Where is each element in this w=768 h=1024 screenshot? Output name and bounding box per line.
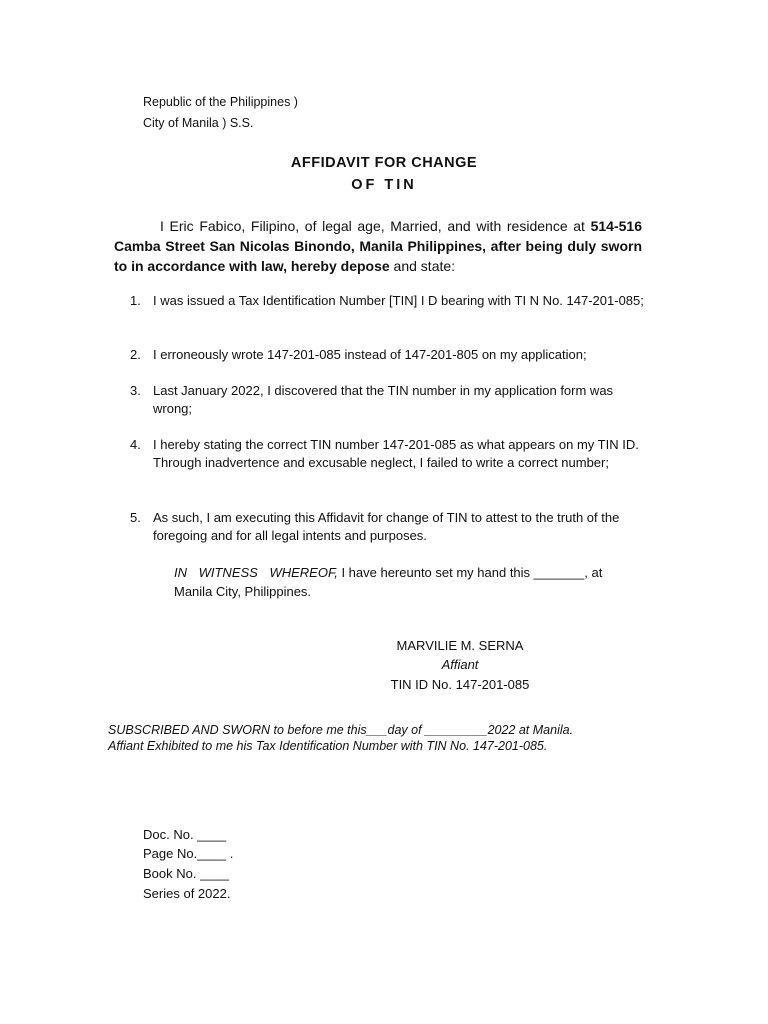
notary-page-no: Page No.____ . [143, 846, 234, 861]
affiant-role: Affiant [441, 657, 479, 672]
list-item-number: 1. [130, 293, 141, 308]
notary-book-no: Book No. ____ [143, 866, 230, 881]
jurat-line2: Affiant Exhibited to me his Tax Identification Number with TIN No. 147-201-085. [108, 739, 548, 753]
list-item-number: 2. [130, 347, 141, 362]
list-item [130, 436, 650, 472]
intro-residence: 514-516 Camba Street San Nicolas Binondo, Manila Philippines, after being duly sworn to in accordance with law, hereby depose [114, 218, 642, 274]
list-item-number: 5. [130, 510, 141, 525]
intro-text-end: and state: [389, 258, 456, 274]
list-item-text: I hereby stating the correct TIN number 147-201-085 as what appears on my TIN ID. Through inadvertence and excusable neglect, I failed to write a correct number; [153, 437, 639, 470]
affiant-tin: TIN ID No. 147-201-085 [390, 677, 530, 692]
list-item [130, 509, 650, 545]
witness-text: I have hereunto set my hand this _______, at Manila City, Philippines. [174, 565, 603, 599]
list-item-text: I was issued a Tax Identification Number [TIN] I D bearing with TI N No. 147-201-085; [153, 293, 644, 308]
intro-text-start: I Eric Fabico, Filipino, of legal age, Married, and with residence at [160, 218, 591, 234]
document-title-line2: OF TIN [351, 177, 417, 193]
affiant-name: MARVILIE M. SERNA [396, 638, 524, 653]
venue-republic: Republic of the Philippines ) [143, 95, 298, 109]
jurat-line1: SUBSCRIBED AND SWORN to before me this___day of _________2022 at Manila. [108, 723, 574, 737]
list-item [130, 346, 650, 364]
intro-paragraph [114, 216, 642, 276]
list-item-number: 3. [130, 383, 141, 398]
notary-doc-no: Doc. No. ____ [143, 827, 227, 842]
list-item-text: I erroneously wrote 147-201-085 instead of 147-201-805 on my application; [153, 347, 587, 362]
list-item [130, 382, 650, 418]
witness-heading: IN WITNESS WHEREOF, [174, 565, 338, 580]
list-item-number: 4. [130, 437, 141, 452]
list-item [130, 292, 650, 310]
list-item-text: Last January 2022, I discovered that the TIN number in my application form was wrong; [153, 383, 614, 416]
jurat-block [108, 722, 668, 754]
witness-clause [174, 563, 644, 601]
document-title-line1: AFFIDAVIT FOR CHANGE [290, 155, 478, 171]
notary-series: Series of 2022. [143, 886, 231, 901]
venue-city: City of Manila ) S.S. [143, 116, 254, 130]
list-item-text: As such, I am executing this Affidavit for change of TIN to attest to the truth of the foregoing and for all legal intents and purposes. [153, 510, 620, 543]
